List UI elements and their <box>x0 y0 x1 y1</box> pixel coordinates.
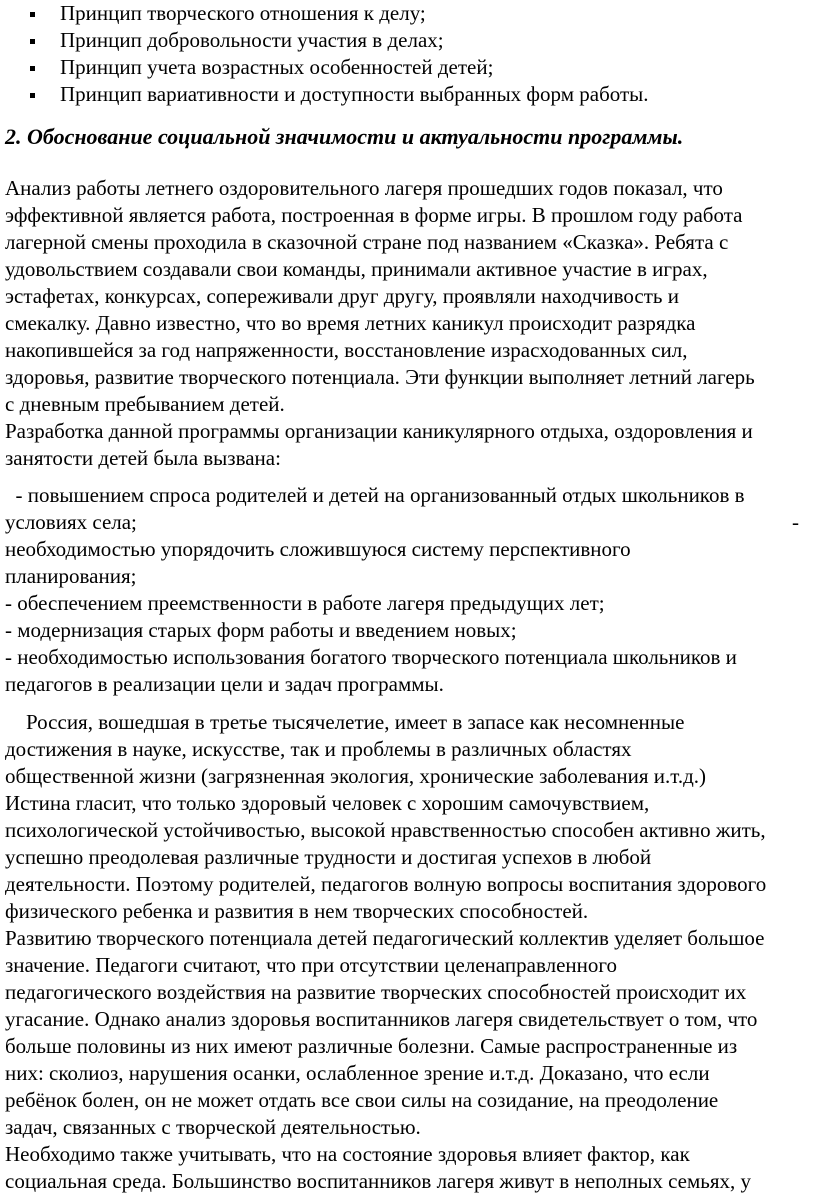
list-item <box>30 81 649 108</box>
text-line: эстафетах, конкурсах, сопереживали друг другу, проявляли находчивость и <box>5 284 679 308</box>
principles-list <box>30 0 649 108</box>
square-bullet-icon <box>30 66 35 71</box>
paragraph-russia <box>5 709 813 1195</box>
text-line: достижения в науке, искусстве, так и проблемы в различных областях <box>5 737 632 761</box>
square-bullet-icon <box>30 93 35 98</box>
text-line: Необходимо также учитывать, что на состояние здоровья влияет фактор, как <box>5 1142 690 1166</box>
text-line: больше половины из них имеют различные болезни. Самые распространенные из <box>5 1034 738 1058</box>
text-line: психологической устойчивостью, высокой нравственностью способен активно жить, <box>5 818 766 842</box>
text-line: общественной жизни (загрязненная экология, хронические заболевания и.т.д.) <box>5 764 706 788</box>
square-bullet-icon <box>30 39 35 44</box>
text-line: планирования; <box>5 564 137 588</box>
text-line: ребёнок болен, он не может отдать все свои силы на созидание, на преодоление <box>5 1088 719 1112</box>
text-line: накопившейся за год напряженности, восстановление израсходованных сил, <box>5 338 688 362</box>
text-line: них: сколиоз, нарушения осанки, ослабленное зрение и.т.д. Доказано, что если <box>5 1061 710 1085</box>
square-bullet-icon <box>30 12 35 17</box>
text-line: педагогов в реализации цели и задач программы. <box>5 672 444 696</box>
text-fragment: - <box>792 510 799 534</box>
text-line <box>5 509 813 536</box>
paragraph-analysis <box>5 175 813 472</box>
text-line: социальная среда. Большинство воспитанников лагеря живут в неполных семьях, у <box>5 1169 751 1193</box>
text-line: необходимостью упорядочить сложившуюся систему перспективного <box>5 537 631 561</box>
text-line: занятости детей была вызвана: <box>5 446 281 470</box>
text-line: эффективной является работа, построенная в форме игры. В прошлом году работа <box>5 203 743 227</box>
text-line: лагерной смены проходила в сказочной стране под названием «Сказка». Ребята с <box>5 230 729 254</box>
text-line: педагогического воздействия на развитие творческих способностей происходит их <box>5 980 747 1004</box>
list-item-text: Принцип творческого отношения к делу; <box>60 1 426 25</box>
text-line: Россия, вошедшая в третье тысячелетие, имеет в запасе как несомненные <box>5 710 685 734</box>
text-line: Разработка данной программы организации каникулярного отдыха, оздоровления и <box>5 419 753 443</box>
text-line: угасание. Однако анализ здоровья воспитанников лагеря свидетельствует о том, что <box>5 1007 758 1031</box>
list-item-text: Принцип добровольности участия в делах; <box>60 28 444 52</box>
text-line: здоровья, развитие творческого потенциала. Эти функции выполняет летний лагерь <box>5 365 755 389</box>
list-item <box>30 54 649 81</box>
text-line: - модернизация старых форм работы и введением новых; <box>5 618 517 642</box>
text-line: физического ребенка и развития в нем творческих способностей. <box>5 899 589 923</box>
reasons-list <box>5 482 813 698</box>
text-line: - необходимостью использования богатого творческого потенциала школьников и <box>5 645 737 669</box>
section-heading: 2. Обоснование социальной значимости и актуальности программы. <box>5 124 684 149</box>
list-item <box>30 0 649 27</box>
list-item-text: Принцип учета возрастных особенностей детей; <box>60 55 494 79</box>
text-line: - повышением спроса родителей и детей на организованный отдых школьников в <box>5 483 745 507</box>
list-item <box>30 27 649 54</box>
text-line: с дневным пребыванием детей. <box>5 392 285 416</box>
text-line: смекалку. Давно известно, что во время летних каникул происходит разрядка <box>5 311 696 335</box>
text-line: деятельности. Поэтому родителей, педагогов волную вопросы воспитания здорового <box>5 872 767 896</box>
text-line: значение. Педагоги считают, что при отсутствии целенаправленного <box>5 953 617 977</box>
text-line: - обеспечением преемственности в работе лагеря предыдущих лет; <box>5 591 605 615</box>
list-item-text: Принцип вариативности и доступности выбранных форм работы. <box>60 82 649 106</box>
text-line: удовольствием создавали свои команды, принимали активное участие в играх, <box>5 257 708 281</box>
text-line: успешно преодолевая различные трудности и достигая успехов в любой <box>5 845 652 869</box>
text-line: задач, связанных с творческой деятельностью. <box>5 1115 421 1139</box>
text-line: Анализ работы летнего оздоровительного лагеря прошедших годов показал, что <box>5 176 723 200</box>
text-fragment: условиях села; <box>5 510 137 534</box>
text-line: Развитию творческого потенциала детей педагогический коллектив уделяет большое <box>5 926 765 950</box>
text-line: Истина гласит, что только здоровый человек с хорошим самочувствием, <box>5 791 650 815</box>
